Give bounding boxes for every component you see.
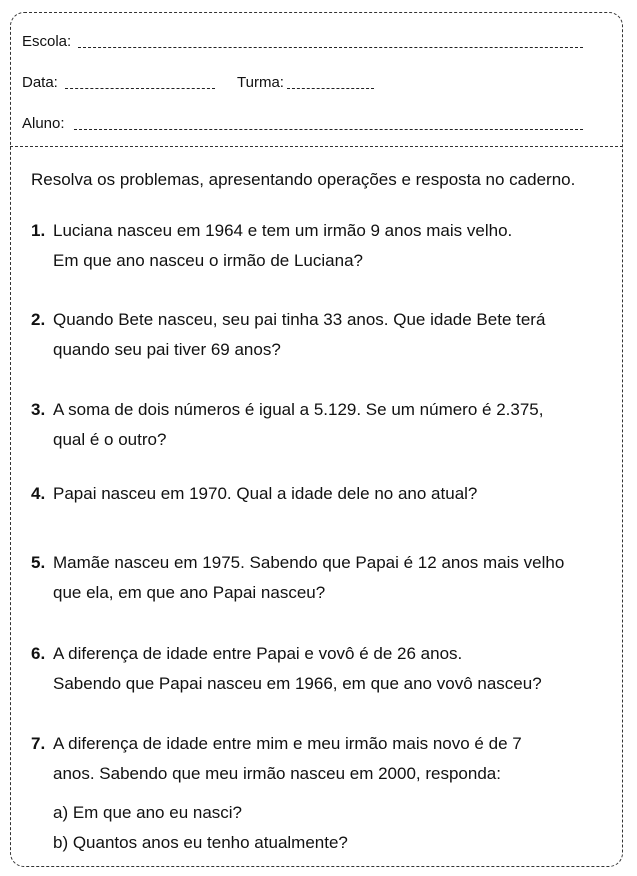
- student-label: Aluno:: [22, 115, 65, 132]
- question-text: A diferença de idade entre Papai e vovô é de 26 anos.: [53, 644, 463, 663]
- class-label: Turma:: [237, 74, 284, 91]
- question-4: [31, 479, 477, 509]
- question-number: 1.: [31, 221, 46, 240]
- class-field[interactable]: [287, 88, 374, 89]
- question-number: 7.: [31, 734, 46, 753]
- question-text: Mamãe nasceu em 1975. Sabendo que Papai é 12 anos mais velho: [53, 553, 565, 572]
- question-text: qual é o outro?: [53, 430, 167, 449]
- instructions-text: Resolva os problemas, apresentando operações e resposta no caderno.: [31, 170, 576, 189]
- question-text: Papai nasceu em 1970. Qual a idade dele no ano atual?: [53, 484, 478, 503]
- question-number: 4.: [31, 484, 46, 503]
- question-text: Sabendo que Papai nasceu em 1966, em que ano vovô nasceu?: [53, 674, 542, 693]
- question-text: Luciana nasceu em 1964 e tem um irmão 9 anos mais velho.: [53, 221, 513, 240]
- question-number: 2.: [31, 310, 46, 329]
- question-6: [31, 639, 542, 699]
- student-field[interactable]: [74, 129, 583, 130]
- question-text: Quando Bete nasceu, seu pai tinha 33 anos. Que idade Bete terá: [53, 310, 546, 329]
- header-divider: [10, 146, 623, 147]
- question-text: Em que ano nasceu o irmão de Luciana?: [53, 251, 363, 270]
- question-text: A soma de dois números é igual a 5.129. Se um número é 2.375,: [53, 400, 544, 419]
- question-text: anos. Sabendo que meu irmão nasceu em 2000, responda:: [53, 764, 501, 783]
- date-label: Data:: [22, 74, 58, 91]
- question-number: 6.: [31, 644, 46, 663]
- question-3: [31, 395, 543, 455]
- school-field[interactable]: [78, 47, 583, 48]
- school-label: Escola:: [22, 33, 72, 50]
- question-7: [31, 729, 522, 789]
- question-number: 3.: [31, 400, 46, 419]
- question-7-subitem-b: b) Quantos anos eu tenho atualmente?: [53, 833, 348, 852]
- question-text: A diferença de idade entre mim e meu irmão mais novo é de 7: [53, 734, 522, 753]
- question-number: 5.: [31, 553, 46, 572]
- question-text: que ela, em que ano Papai nasceu?: [53, 583, 326, 602]
- question-text: quando seu pai tiver 69 anos?: [53, 340, 281, 359]
- date-field[interactable]: [65, 88, 215, 89]
- question-7-subitem-a: a) Em que ano eu nasci?: [53, 803, 243, 822]
- question-5: [31, 548, 564, 608]
- question-1: [31, 216, 512, 276]
- question-2: [31, 305, 545, 365]
